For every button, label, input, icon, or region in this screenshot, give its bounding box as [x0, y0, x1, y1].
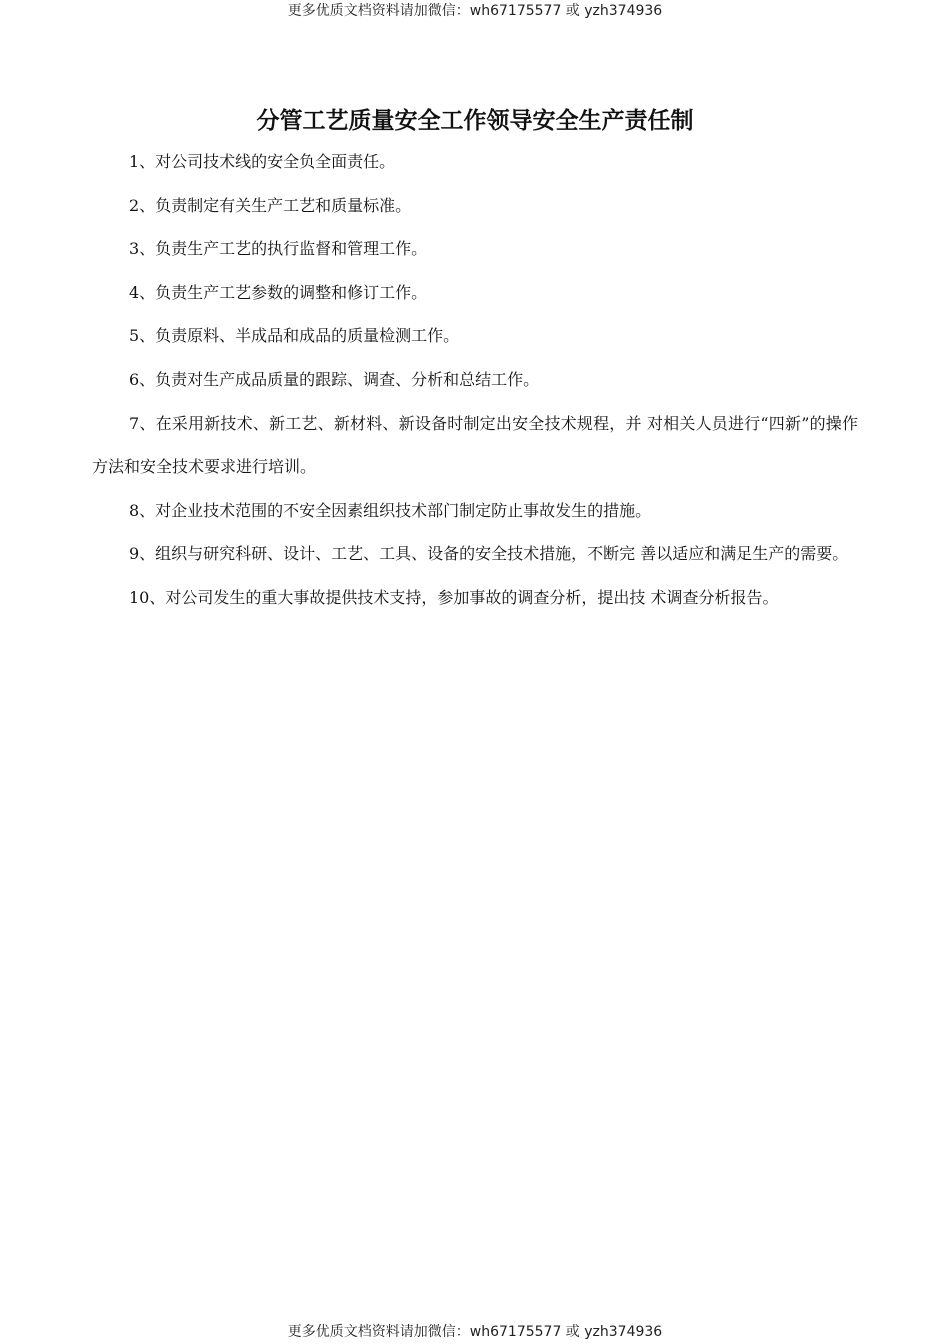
clause-item-5: 5、负责原料、半成品和成品的质量检测工作。 — [129, 326, 460, 346]
clause-item-9: 9、组织与研究科研、设计、工艺、工具、设备的安全技术措施，不断完 善以适应和满足生产的需要。 — [129, 544, 849, 564]
clause-list — [92, 140, 858, 620]
clause-item-8: 8、对企业技术范围的不安全因素组织技术部门制定防止事故发生的措施。 — [129, 500, 652, 520]
clause-item-7: 7、在采用新技术、新工艺、新材料、新设备时制定出安全技术规程，并 对相关人员进行“四新”的操作方法和安全技术要求进行培训。 — [92, 413, 858, 477]
clause-item-6: 6、负责对生产成品质量的跟踪、调查、分析和总结工作。 — [129, 369, 540, 389]
clause-item-1: 1、对公司技术线的安全负全面责任。 — [129, 152, 396, 171]
clause-item-3: 3、负责生产工艺的执行监督和管理工作。 — [129, 239, 428, 259]
page-header: 更多优质文档资料请加微信：wh67175577 或 yzh374936 — [287, 3, 663, 19]
clause-item-10: 10、对公司发生的重大事故提供技术支持，参加事故的调查分析，提出技 术调查分析报告。 — [129, 587, 779, 607]
clause-item-4: 4、负责生产工艺参数的调整和修订工作。 — [129, 282, 428, 302]
clause-item-2: 2、负责制定有关生产工艺和质量标准。 — [129, 195, 412, 215]
page-footer: 更多优质文档资料请加微信：wh67175577 或 yzh374936 — [287, 1324, 663, 1340]
document-title: 分管工艺质量安全工作领导安全生产责任制 — [256, 108, 694, 135]
